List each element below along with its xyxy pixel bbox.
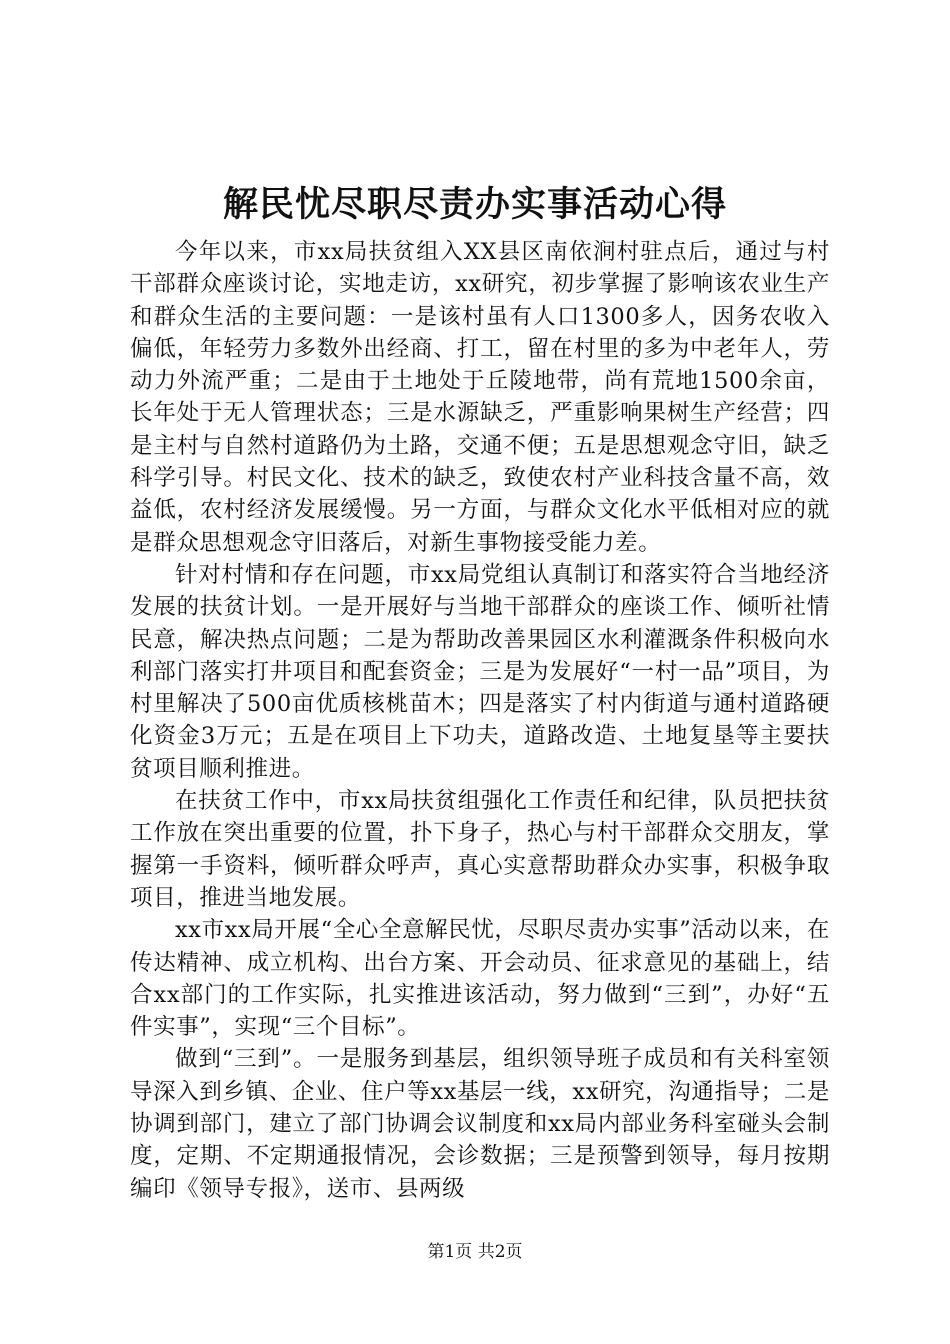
page-number-footer: 第1页 共2页 [427, 1242, 523, 1262]
paragraph-3: 在扶贫工作中，市xx局扶贫组强化工作责任和纪律，队员把扶贫工作放在突出重要的位置，扑下身子，热心与村干部群众交朋友，掌握第一手资料，倾听群众呼声，真心实意帮助群众办实事，积极争取项目，推进当地发展。 [130, 788, 830, 911]
paragraph-5: 做到“三到”。一是服务到基层，组织领导班子成员和有关科室领导深入到乡镇、企业、住户等xx基层一线，xx研究，沟通指导；二是协调到部门，建立了部门协调会议制度和xx局内部业务科室碰头会制度，定期、不定期通报情况，会诊数据；三是预警到领导，每月按期编印《领导专报》，送市、县两级 [130, 1046, 830, 1202]
document-title: 解民忧尽职尽责办实事活动心得 [222, 184, 727, 225]
paragraph-2: 针对村情和存在问题，市xx局党组认真制订和落实符合当地经济发展的扶贫计划。一是开展好与当地干部群众的座谈工作、倾听社情民意，解决热点问题；二是为帮助改善果园区水利灌溉条件积极向水利部门落实打井项目和配套资金；三是为发展好“一村一品”项目，为村里解决了500亩优质核桃苗木；四是落实了村内街道与通村道路硬化资金3万元；五是在项目上下功夫，道路改造、土地复垦等主要扶贫项目顺利推进。 [130, 561, 830, 782]
document-body [130, 236, 830, 1205]
paragraph-1: 今年以来，市xx局扶贫组入XX县区南依涧村驻点后，通过与村干部群众座谈讨论，实地走访，xx研究，初步掌握了影响该农业生产和群众生活的主要问题：一是该村虽有人口1300多人，因务农收入偏低，年轻劳力多数外出经商、打工，留在村里的多为中老年人，劳动力外流严重；二是由于土地处于丘陵地带，尚有荒地1500余亩，长年处于无人管理状态；三是水源缺乏，严重影响果树生产经营；四是主村与自然村道路仍为土路，交通不便；五是思想观念守旧，缺乏科学引导。村民文化、技术的缺乏，致使农村产业科技含量不高，效益低，农村经济发展缓慢。另一方面，与群众文化水平低相对应的就是群众思想观念守旧落后，对新生事物接受能力差。 [130, 239, 830, 556]
paragraph-4: xx市xx局开展“全心全意解民忧，尽职尽责办实事”活动以来，在传达精神、成立机构、出台方案、开会动员、征求意见的基础上，结合xx部门的工作实际，扎实推进该活动，努力做到“三到”，办好“五件实事”，实现“三个目标”。 [130, 917, 830, 1041]
